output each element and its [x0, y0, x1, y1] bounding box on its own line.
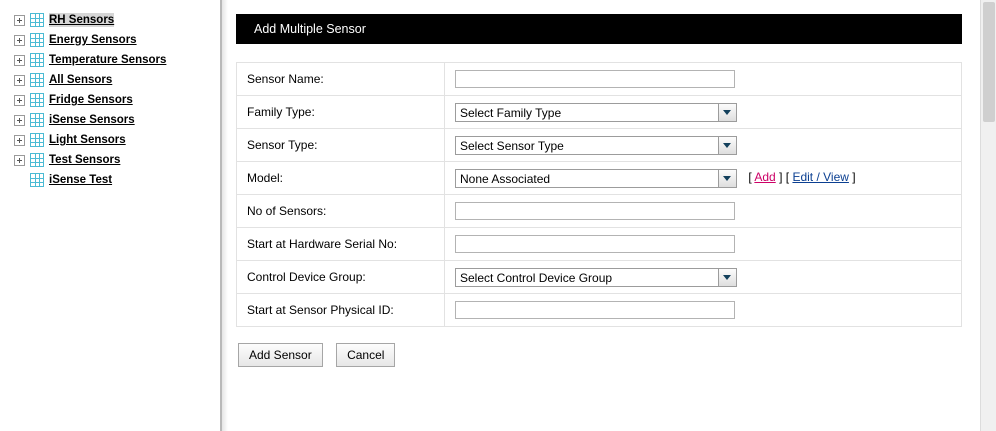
expand-placeholder-icon — [14, 175, 25, 186]
grid-icon — [30, 153, 44, 167]
grid-icon — [30, 73, 44, 87]
no-of-sensors-label: No of Sensors: — [237, 195, 445, 228]
sidebar-item-label: iSense Test — [49, 174, 113, 186]
sidebar-item-energy-sensors[interactable] — [0, 30, 220, 50]
sensor-name-label: Sensor Name: — [237, 63, 445, 96]
sidebar-item-isense-test[interactable] — [0, 170, 220, 190]
expand-plus-icon[interactable] — [14, 95, 25, 106]
family-type-cell — [445, 96, 962, 129]
form-actions — [236, 343, 962, 367]
model-label: Model: — [237, 162, 445, 195]
expand-plus-icon[interactable] — [14, 135, 25, 146]
table-row — [237, 63, 962, 96]
sidebar-item-isense-sensors[interactable] — [0, 110, 220, 130]
add-model-link[interactable]: Add — [754, 170, 776, 185]
grid-icon — [30, 93, 44, 107]
model-select[interactable] — [455, 169, 737, 188]
control-device-group-cell — [445, 261, 962, 294]
sidebar-item-rh-sensors[interactable] — [0, 10, 220, 30]
sensor-name-cell — [445, 63, 962, 96]
start-hardware-serial-label: Start at Hardware Serial No: — [237, 228, 445, 261]
sensor-type-label: Sensor Type: — [237, 129, 445, 162]
scrollbar-thumb[interactable] — [983, 2, 995, 122]
expand-plus-icon[interactable] — [14, 35, 25, 46]
add-multiple-sensor-card — [236, 14, 962, 367]
sidebar-item-all-sensors[interactable] — [0, 70, 220, 90]
expand-plus-icon[interactable] — [14, 75, 25, 86]
add-sensor-button[interactable]: Add Sensor — [238, 343, 323, 367]
no-of-sensors-cell — [445, 195, 962, 228]
expand-plus-icon[interactable] — [14, 15, 25, 26]
sidebar-item-temperature-sensors[interactable] — [0, 50, 220, 70]
sidebar-item-test-sensors[interactable] — [0, 150, 220, 170]
chevron-down-icon[interactable] — [718, 137, 736, 154]
model-cell — [445, 162, 962, 195]
table-row — [237, 195, 962, 228]
bracket-open-2: [ — [785, 170, 790, 185]
sensor-tree-panel — [0, 0, 222, 431]
form-table — [236, 62, 962, 327]
model-links — [748, 170, 855, 184]
grid-icon — [30, 173, 44, 187]
table-row — [237, 96, 962, 129]
control-device-group-label: Control Device Group: — [237, 261, 445, 294]
sensor-type-cell — [445, 129, 962, 162]
family-type-label: Family Type: — [237, 96, 445, 129]
expand-plus-icon[interactable] — [14, 115, 25, 126]
chevron-down-icon[interactable] — [718, 170, 736, 187]
chevron-down-icon[interactable] — [718, 269, 736, 286]
table-row — [237, 294, 962, 327]
sidebar-item-label: Fridge Sensors — [49, 94, 133, 106]
page-scrollbar[interactable] — [980, 0, 996, 431]
main-content — [222, 0, 996, 431]
bracket-close-2: ] — [852, 170, 856, 185]
grid-icon — [30, 13, 44, 27]
expand-plus-icon[interactable] — [14, 55, 25, 66]
sidebar-item-label: RH Sensors — [49, 14, 115, 26]
sidebar-item-fridge-sensors[interactable] — [0, 90, 220, 110]
no-of-sensors-input[interactable] — [455, 202, 735, 220]
control-device-group-value: Select Control Device Group — [460, 270, 613, 285]
bracket-close: ] — [779, 170, 783, 185]
sidebar-item-label: Energy Sensors — [49, 34, 137, 46]
sensor-type-select[interactable] — [455, 136, 737, 155]
bracket-open: [ — [748, 170, 752, 185]
expand-plus-icon[interactable] — [14, 155, 25, 166]
sidebar-item-label: Temperature Sensors — [49, 54, 167, 66]
sidebar-item-label: Test Sensors — [49, 154, 121, 166]
sidebar-item-light-sensors[interactable] — [0, 130, 220, 150]
table-row — [237, 129, 962, 162]
family-type-value: Select Family Type — [460, 105, 562, 120]
table-row — [237, 261, 962, 294]
table-row — [237, 228, 962, 261]
sidebar-item-label: All Sensors — [49, 74, 113, 86]
sidebar-item-label: Light Sensors — [49, 134, 126, 146]
control-device-group-select[interactable] — [455, 268, 737, 287]
grid-icon — [30, 53, 44, 67]
edit-view-model-link[interactable]: Edit / View — [792, 170, 849, 185]
table-row — [237, 162, 962, 195]
add-sensor-form — [236, 44, 962, 367]
start-hardware-serial-input[interactable] — [455, 235, 735, 253]
sensor-name-input[interactable] — [455, 70, 735, 88]
start-sensor-physical-id-input[interactable] — [455, 301, 735, 319]
start-sensor-physical-id-label: Start at Sensor Physical ID: — [237, 294, 445, 327]
cancel-button[interactable]: Cancel — [336, 343, 395, 367]
chevron-down-icon[interactable] — [718, 104, 736, 121]
family-type-select[interactable] — [455, 103, 737, 122]
sensor-type-value: Select Sensor Type — [460, 138, 564, 153]
grid-icon — [30, 113, 44, 127]
model-value: None Associated — [460, 171, 551, 186]
page-title: Add Multiple Sensor — [236, 14, 962, 44]
grid-icon — [30, 33, 44, 47]
start-sensor-physical-id-cell — [445, 294, 962, 327]
start-hardware-serial-cell — [445, 228, 962, 261]
sidebar-item-label: iSense Sensors — [49, 114, 135, 126]
grid-icon — [30, 133, 44, 147]
